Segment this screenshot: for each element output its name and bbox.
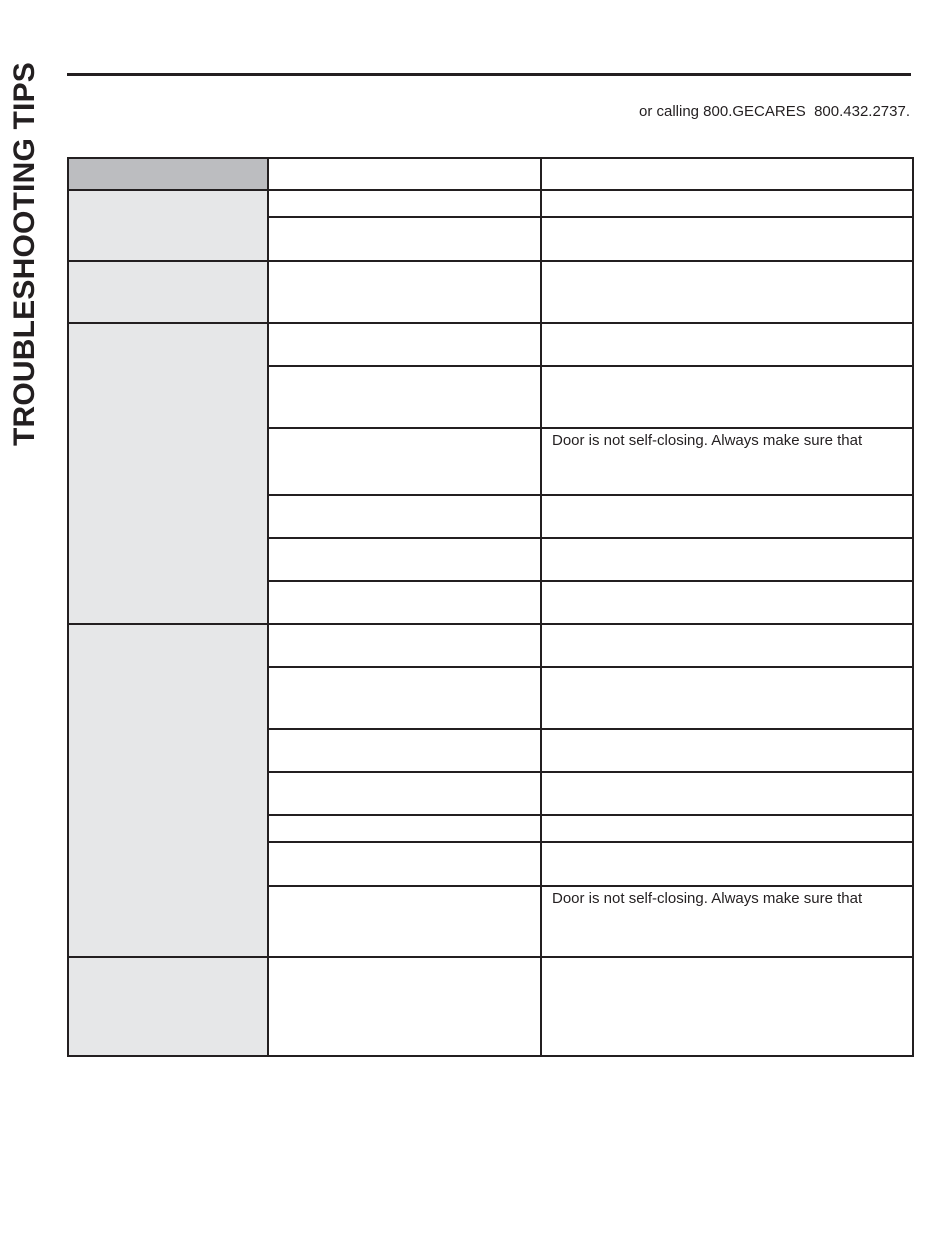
problem-cell bbox=[68, 190, 268, 261]
cause-cell bbox=[268, 261, 541, 323]
table-row bbox=[68, 261, 913, 323]
troubleshooting-table bbox=[67, 157, 914, 1057]
remedy-cell bbox=[541, 261, 913, 323]
table-row bbox=[68, 957, 913, 1056]
cause-cell bbox=[268, 729, 541, 772]
remedy-cell bbox=[541, 495, 913, 538]
remedy-cell bbox=[541, 772, 913, 815]
cause-cell bbox=[268, 957, 541, 1056]
remedy-cell bbox=[541, 957, 913, 1056]
cause-cell bbox=[268, 323, 541, 366]
problem-cell bbox=[68, 957, 268, 1056]
table-row bbox=[68, 323, 913, 366]
table-row bbox=[68, 190, 913, 217]
cause-cell bbox=[268, 772, 541, 815]
cause-cell bbox=[268, 190, 541, 217]
cause-cell bbox=[268, 624, 541, 667]
remedy-cell bbox=[541, 667, 913, 729]
remedy-cell bbox=[541, 729, 913, 772]
cause-cell bbox=[268, 581, 541, 624]
remedy-cell bbox=[541, 538, 913, 581]
table-header-row bbox=[68, 158, 913, 190]
remedy-cell bbox=[541, 815, 913, 842]
remedy-cell bbox=[541, 366, 913, 428]
page-side-title: TROUBLESHOOTING TIPS bbox=[8, 61, 41, 446]
remedy-cell: Door is not self-closing. Always make sure that bbox=[541, 886, 913, 957]
cause-cell bbox=[268, 366, 541, 428]
remedy-cell: Door is not self-closing. Always make sure that bbox=[541, 428, 913, 495]
remedy-cell bbox=[541, 581, 913, 624]
header-rule bbox=[67, 73, 911, 76]
cause-cell bbox=[268, 428, 541, 495]
cause-cell bbox=[268, 886, 541, 957]
remedy-cell bbox=[541, 624, 913, 667]
problem-cell bbox=[68, 624, 268, 957]
problem-cell bbox=[68, 261, 268, 323]
remedy-cell bbox=[541, 323, 913, 366]
header-remedy-cell bbox=[541, 158, 913, 190]
cause-cell bbox=[268, 217, 541, 261]
cause-cell bbox=[268, 815, 541, 842]
cause-cell bbox=[268, 495, 541, 538]
cause-cell bbox=[268, 667, 541, 729]
cause-cell bbox=[268, 538, 541, 581]
remedy-cell bbox=[541, 842, 913, 886]
header-problem-cell bbox=[68, 158, 268, 190]
problem-cell bbox=[68, 323, 268, 624]
header-cause-cell bbox=[268, 158, 541, 190]
table-row bbox=[68, 624, 913, 667]
remedy-cell bbox=[541, 190, 913, 217]
contact-phone-line: or calling 800.GECARES 800.432.2737. bbox=[638, 103, 910, 120]
cause-cell bbox=[268, 842, 541, 886]
remedy-cell bbox=[541, 217, 913, 261]
